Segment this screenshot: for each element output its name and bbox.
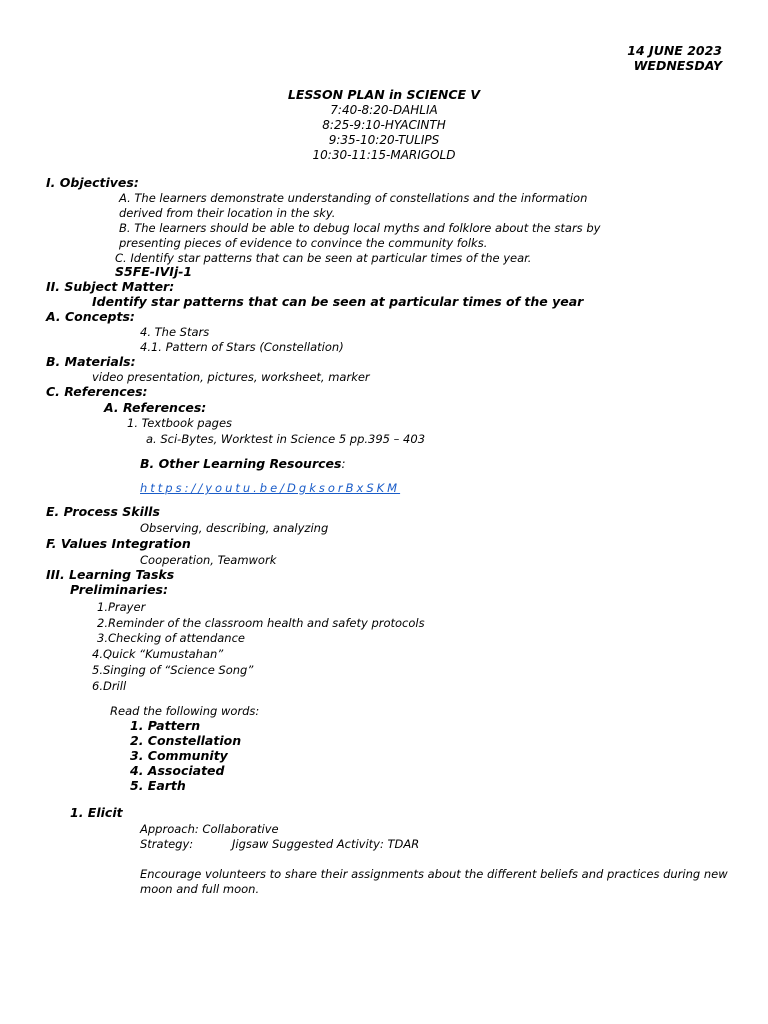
- youtube-link[interactable]: https://youtu.be/DgksorBxSKM: [140, 481, 401, 495]
- preliminary-item: 2.Reminder of the classroom health and safety protocols: [97, 616, 425, 630]
- word-item: 4. Associated: [130, 763, 225, 778]
- schedule-item: 8:25-9:10-HYACINTH: [322, 118, 446, 132]
- values-heading: F. Values Integration: [46, 536, 191, 551]
- day: WEDNESDAY: [633, 58, 722, 73]
- schedule-item: 9:35-10:20-TULIPS: [328, 133, 440, 147]
- word-item: 1. Pattern: [130, 718, 201, 733]
- schedule-item: 7:40-8:20-DAHLIA: [330, 103, 438, 117]
- encourage-line2: moon and full moon.: [140, 882, 260, 896]
- other-resources-colon: :: [341, 457, 346, 471]
- materials-heading: B. Materials:: [46, 354, 136, 369]
- preliminaries-heading: Preliminaries:: [70, 582, 168, 597]
- schedule-item: 10:30-11:15-MARIGOLD: [312, 148, 456, 162]
- process-skills-heading: E. Process Skills: [46, 504, 160, 519]
- date: 14 JUNE 2023: [627, 43, 722, 58]
- objective-a-line1: A. The learners demonstrate understanding of constellations and the information: [119, 191, 588, 205]
- objective-a-line2: derived from their location in the sky.: [119, 206, 336, 220]
- textbook-pages: 1. Textbook pages: [127, 416, 233, 430]
- concept-item: 4.1. Pattern of Stars (Constellation): [140, 340, 344, 354]
- word-item: 3. Community: [130, 748, 228, 763]
- elicit-heading: 1. Elicit: [70, 805, 123, 820]
- word-item: 2. Constellation: [130, 733, 242, 748]
- other-resources-label: B. Other Learning Resources: [140, 456, 342, 471]
- preliminary-item: 1.Prayer: [97, 600, 146, 614]
- concept-item: 4. The Stars: [140, 325, 210, 339]
- textbook-reference: a. Sci-Bytes, Worktest in Science 5 pp.395 – 403: [146, 432, 426, 446]
- other-resources-heading: [140, 457, 346, 471]
- values-text: Cooperation, Teamwork: [140, 553, 277, 567]
- learning-tasks-heading: III. Learning Tasks: [46, 567, 175, 582]
- strategy-value: Jigsaw Suggested Activity: TDAR: [232, 837, 420, 851]
- materials-text: video presentation, pictures, worksheet, marker: [92, 370, 370, 384]
- concepts-heading: A. Concepts:: [46, 309, 135, 324]
- preliminary-item: 6.Drill: [92, 679, 127, 693]
- process-skills-text: Observing, describing, analyzing: [140, 521, 329, 535]
- objectives-heading: I. Objectives:: [46, 175, 139, 190]
- strategy-label: Strategy:: [140, 837, 194, 851]
- preliminary-item: 4.Quick “Kumustahan”: [92, 647, 224, 661]
- encourage-line1: Encourage volunteers to share their assignments about the different beliefs and practices during new: [140, 867, 728, 881]
- objective-b-line1: B. The learners should be able to debug local myths and folklore about the stars by: [119, 221, 601, 235]
- subject-topic: Identify star patterns that can be seen at particular times of the year: [92, 294, 584, 309]
- objective-b-line2: presenting pieces of evidence to convince the community folks.: [119, 236, 488, 250]
- references-subheading: A. References:: [104, 400, 207, 415]
- approach-text: Approach: Collaborative: [140, 822, 279, 836]
- read-instruction: Read the following words:: [110, 704, 260, 718]
- word-item: 5. Earth: [130, 778, 186, 793]
- preliminary-item: 3.Checking of attendance: [97, 631, 245, 645]
- preliminary-item: 5.Singing of “Science Song”: [92, 663, 254, 677]
- page-title: LESSON PLAN in SCIENCE V: [287, 87, 481, 102]
- subject-matter-heading: II. Subject Matter:: [46, 279, 175, 294]
- competency-code: S5FE-IVIj-1: [115, 264, 193, 279]
- objective-c: C. Identify star patterns that can be seen at particular times of the year.: [115, 251, 532, 265]
- references-heading: C. References:: [46, 384, 148, 399]
